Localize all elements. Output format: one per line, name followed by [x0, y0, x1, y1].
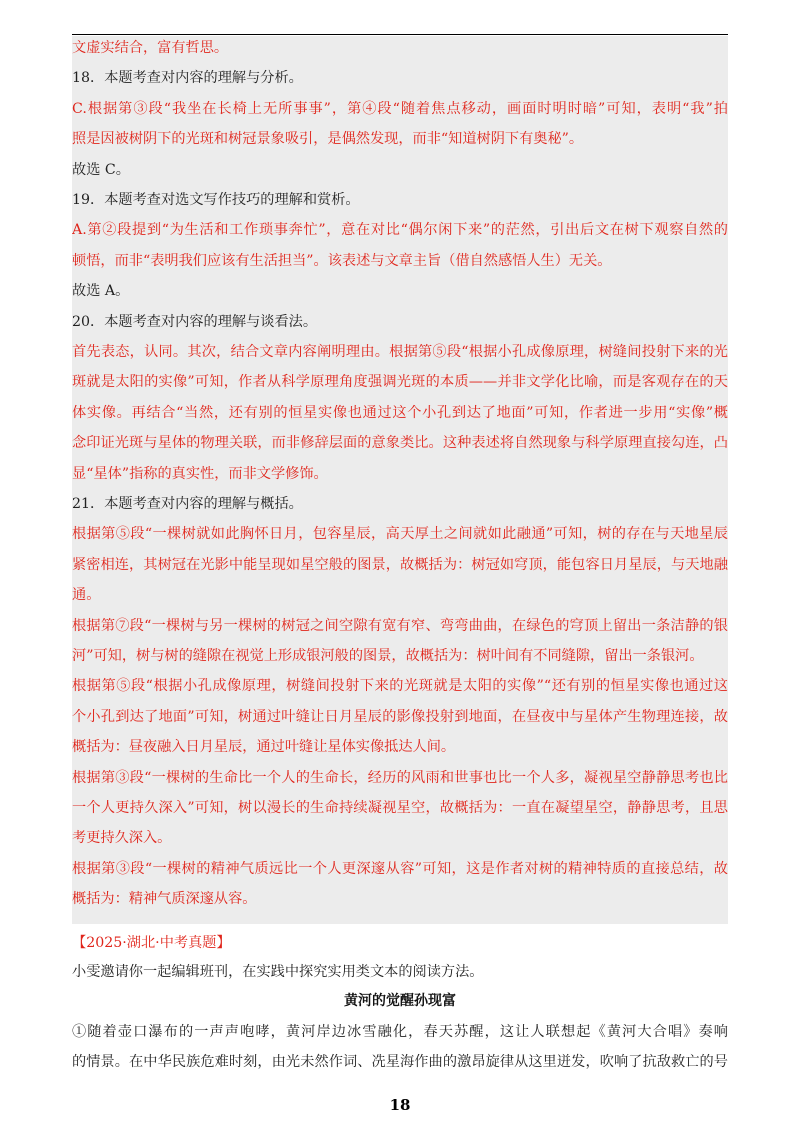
answer-line: 一个人更持久深入”可知，树以漫长的生命持续凝视星空，故概括为：一直在凝望星空，静静思考，且思	[72, 800, 728, 816]
page-number: 18	[389, 1096, 411, 1114]
answer-line: 故选 A。	[72, 283, 130, 300]
article-paragraph-line: ①随着壶口瀑布的一声声咆哮，黄河岸边冰雪融化，春天苏醒，这让人联想起《黄河大合唱》奏响	[72, 1024, 728, 1040]
answer-line: 紧密相连，其树冠在光影中能呈现如星空般的图景，故概括为：树冠如穹顶，能包容日月星辰，与天地融	[72, 556, 728, 573]
answer-line: 18．本题考查对内容的理解与分析。	[72, 70, 303, 87]
answer-line: 19．本题考查对选文写作技巧的理解和赏析。	[72, 192, 360, 208]
article-paragraph-line: 的情景。在中华民族危难时刻，由光未然作词、冼星海作曲的激昂旋律从这里迸发，吹响了抗敌救亡的号	[72, 1054, 728, 1070]
answer-line: 根据第⑦段“一棵树与另一棵树的树冠之间空隙有宽有窄、弯弯曲曲，在绿色的穹顶上留出一条洁静的银	[72, 617, 728, 634]
article-title: 黄河的觉醒孙现富	[344, 993, 456, 1009]
answer-line: C.根据第③段“我坐在长椅上无所事事”，第④段“随着焦点移动，画面时明时暗”可知，表明“我”拍	[72, 100, 728, 117]
answer-line: 20．本题考查对内容的理解与谈看法。	[72, 313, 318, 330]
answer-line: 个小孔到达了地面”可知，树通过叶缝让日月星辰的影像投射到地面，在昼夜中与星体产生物理连接，故	[72, 708, 728, 725]
answer-line: 根据第⑤段“根据小孔成像原理，树缝间投射下来的光斑就是太阳的实像”“还有别的恒星实像也通过这	[72, 678, 728, 695]
answer-line: 通。	[72, 587, 101, 604]
answer-line: 考更持久深入。	[72, 830, 172, 847]
answer-line: A.第②段提到“为生活和工作琐事奔忙”，意在对比“偶尔闲下来”的茫然，引出后文在树下观察自然的	[72, 222, 728, 239]
answer-line: 顿悟，而非“表明我们应该有生活担当”。该表述与文章主旨（借自然感悟人生）无关。	[72, 252, 612, 269]
answer-line: 根据第③段“一棵树的生命比一个人的生命长，经历的风雨和世事也比一个人多，凝视星空静静思考也比	[72, 769, 728, 786]
answer-line: 概括为：昼夜融入日月星辰，通过叶缝让星体实像抵达人间。	[72, 739, 456, 756]
answer-line: 概括为：精神气质深邃从容。	[72, 891, 257, 908]
answer-line: 21．本题考查对内容的理解与概括。	[72, 496, 303, 512]
header-rule	[72, 34, 728, 35]
answer-line: 体实像。再结合“当然，还有别的恒星实像也通过这个小孔到达了地面”可知，作者进一步用“实像”概	[72, 404, 728, 421]
answer-line: 首先表态，认同。其次，结合文章内容阐明理由。根据第⑤段“根据小孔成像原理，树缝间投射下来的光	[72, 344, 728, 360]
answer-line: 念印证光斑与星体的物理关联，而非修辞层面的意象类比。这种表述将自然现象与科学原理直接勾连，凸	[72, 435, 728, 452]
intro-text: 小雯邀请你一起编辑班刊，在实践中探究实用类文本的阅读方法。	[72, 964, 484, 980]
answer-line: 照是因被树阴下的光斑和树冠景象吸引，是偶然发现，而非“知道树阴下有奥秘”。	[72, 131, 584, 148]
answer-line: 根据第③段“一棵树的精神气质远比一个人更深邃从容”可知，这是作者对树的精神特质的直接总结，故	[72, 860, 728, 877]
answer-line: 文虚实结合，富有哲思。	[72, 40, 229, 56]
answer-line: 斑就是太阳的实像”可知，作者从科学原理角度强调光斑的本质——并非文学化比喻，而是客观存在的天	[72, 374, 728, 391]
answer-line: 河”可知，树与树的缝隙在视觉上形成银河般的图景，故概括为：树叶间有不同缝隙，留出一条银河。	[72, 648, 704, 664]
answer-line: 故选 C。	[72, 161, 130, 178]
answer-line: 根据第⑤段“一棵树就如此胸怀日月，包容星辰，高天厚土之间就如此融通”可知，树的存在与天地星辰	[72, 526, 728, 543]
answer-line: 显“星体”指称的真实性，而非文学修饰。	[72, 465, 328, 482]
source-tag: 【2025·湖北·中考真题】	[72, 935, 231, 951]
